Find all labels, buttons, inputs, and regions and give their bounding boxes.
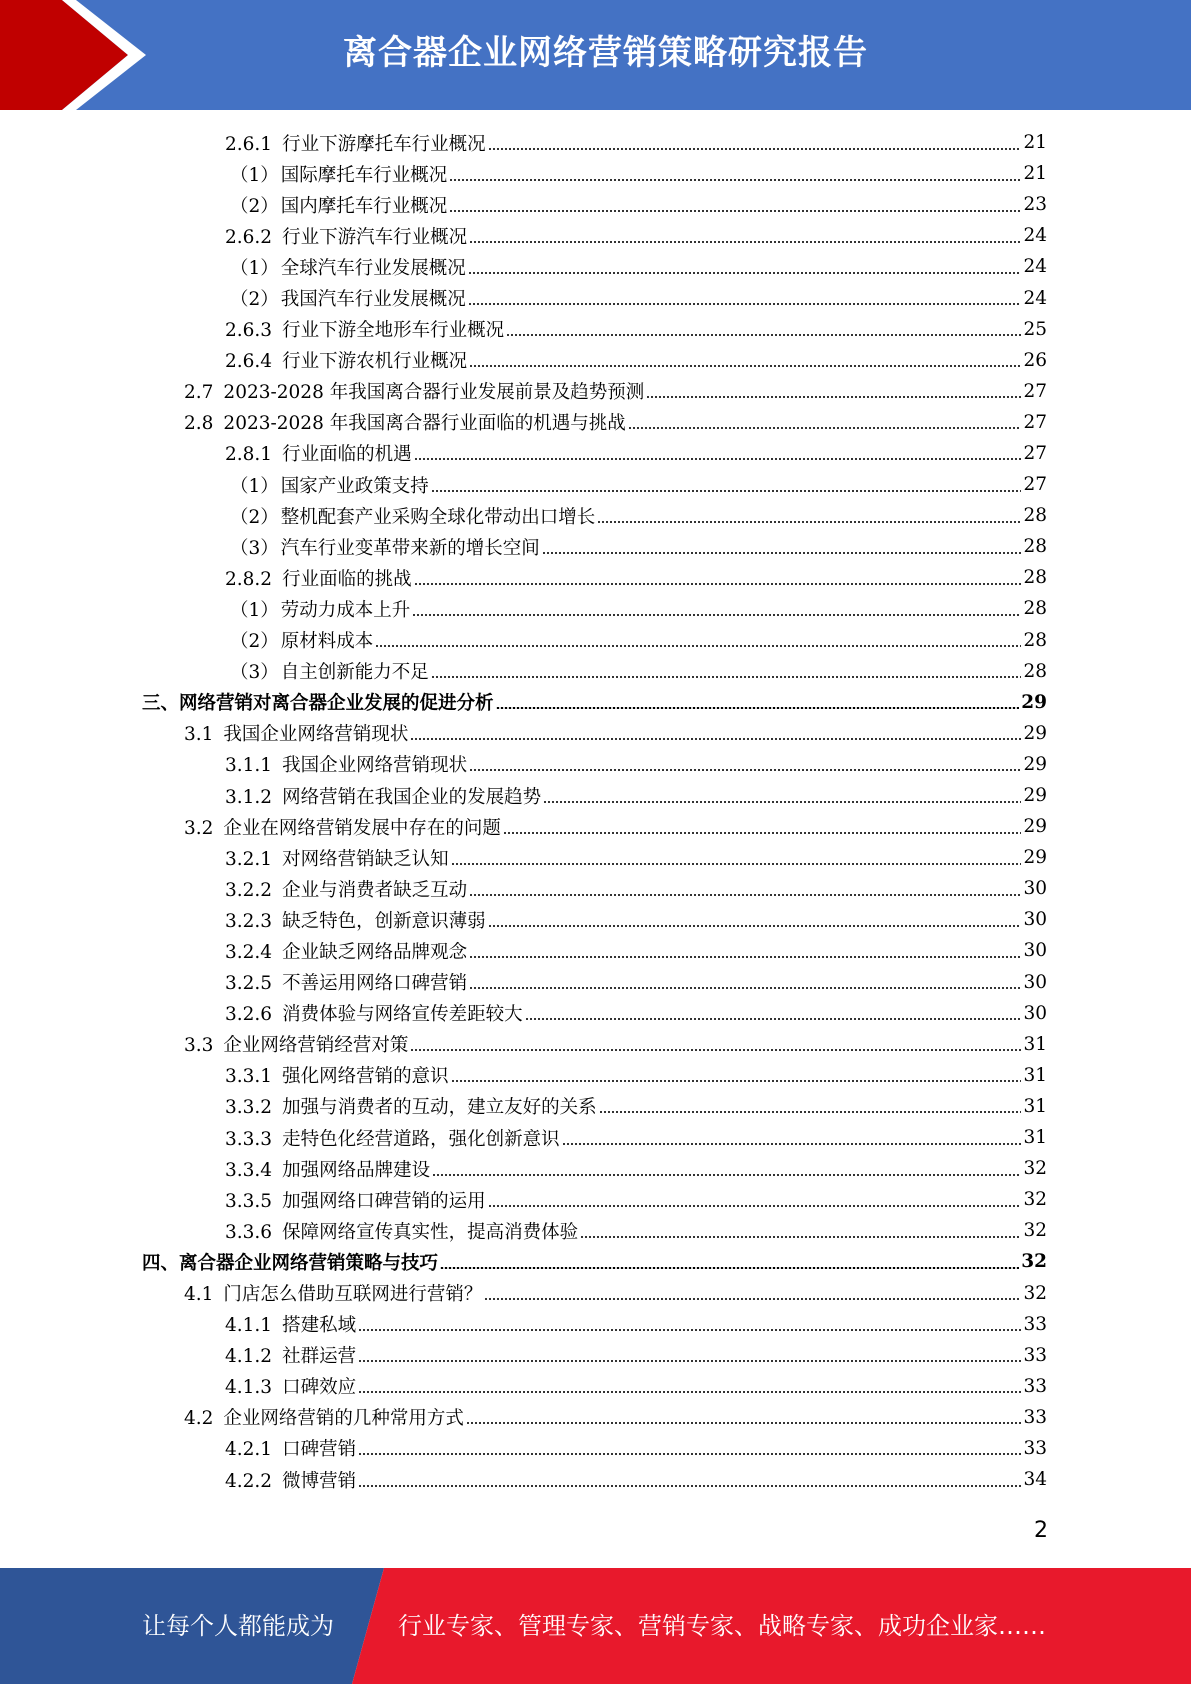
toc-entry[interactable] bbox=[0, 1402, 1191, 1433]
toc-entry-text: 口碑营销 bbox=[282, 1439, 357, 1461]
toc-entry-text: 企业网络营销经营对策 bbox=[223, 1035, 409, 1057]
toc-entry-page: 26 bbox=[1023, 349, 1047, 371]
toc-entry[interactable] bbox=[0, 1184, 1191, 1215]
toc-entry-number: 3.1.1 bbox=[225, 755, 273, 777]
toc-entry-title bbox=[184, 814, 501, 840]
toc-entry-page: 32 bbox=[1023, 1282, 1047, 1304]
toc-dot-leader bbox=[358, 1453, 1021, 1455]
toc-entry[interactable] bbox=[0, 935, 1191, 966]
toc-entry-title bbox=[230, 627, 373, 653]
toc-entry-page: 31 bbox=[1023, 1127, 1047, 1149]
page-footer bbox=[0, 1568, 1191, 1684]
toc-entry-text: 离合器企业网络营销策略与技巧 bbox=[179, 1252, 439, 1274]
toc-entry-text: 搭建私域 bbox=[282, 1315, 357, 1337]
toc-dot-leader bbox=[358, 1360, 1021, 1362]
toc-entry-title bbox=[225, 1156, 430, 1182]
toc-entry[interactable] bbox=[0, 1215, 1191, 1246]
toc-entry-title bbox=[225, 938, 467, 964]
toc-entry-title bbox=[225, 223, 467, 249]
toc-entry-page: 33 bbox=[1023, 1344, 1047, 1366]
toc-entry[interactable] bbox=[0, 749, 1191, 780]
toc-entry-text: 行业面临的机遇 bbox=[282, 444, 412, 466]
toc-entry-text: 走特色化经营道路，强化创新意识 bbox=[282, 1128, 560, 1150]
toc-entry-number: 2.6.3 bbox=[225, 320, 273, 342]
toc-entry-page: 32 bbox=[1023, 1158, 1047, 1180]
toc-entry-page: 33 bbox=[1023, 1437, 1047, 1459]
toc-entry-number: 3.3.3 bbox=[225, 1128, 273, 1150]
toc-dot-leader bbox=[469, 956, 1021, 958]
toc-entry-title bbox=[225, 1435, 356, 1461]
toc-entry-title bbox=[225, 1218, 578, 1244]
toc-entry-text: 国家产业政策支持 bbox=[280, 475, 429, 497]
toc-dot-leader bbox=[488, 148, 1022, 150]
toc-entry-page: 27 bbox=[1023, 380, 1047, 402]
toc-entry[interactable] bbox=[0, 1340, 1191, 1371]
toc-entry[interactable] bbox=[0, 127, 1191, 158]
toc-entry[interactable] bbox=[0, 1246, 1191, 1277]
toc-entry-number: 2.6.4 bbox=[225, 351, 273, 373]
toc-entry-number: 3.2.3 bbox=[225, 910, 273, 932]
toc-entry-title bbox=[230, 254, 466, 280]
toc-entry-page: 28 bbox=[1023, 567, 1047, 589]
toc-entry[interactable] bbox=[0, 189, 1191, 220]
toc-entry[interactable] bbox=[0, 1060, 1191, 1091]
toc-entry[interactable] bbox=[0, 625, 1191, 656]
toc-dot-leader bbox=[468, 272, 1022, 274]
toc-entry-number: 2.8 bbox=[184, 413, 214, 435]
toc-entry-text: 口碑效应 bbox=[282, 1377, 357, 1399]
toc-entry-page: 27 bbox=[1023, 411, 1047, 433]
toc-entry[interactable] bbox=[0, 811, 1191, 842]
toc-dot-leader bbox=[432, 1174, 1021, 1176]
toc-entry-title bbox=[225, 1187, 486, 1213]
toc-entry-title bbox=[225, 316, 504, 342]
toc-entry[interactable] bbox=[0, 687, 1191, 718]
toc-entry-number: 3.3 bbox=[184, 1035, 214, 1057]
toc-dot-leader bbox=[580, 1236, 1021, 1238]
toc-entry-page: 29 bbox=[1023, 785, 1047, 807]
toc-dot-leader bbox=[451, 863, 1022, 865]
toc-entry-text: 企业缺乏网络品牌观念 bbox=[282, 941, 468, 963]
toc-entry-number: 3.2.4 bbox=[225, 941, 273, 963]
toc-entry-number: （2） bbox=[230, 506, 279, 528]
toc-dot-leader bbox=[542, 552, 1022, 554]
toc-entry-page: 31 bbox=[1023, 1095, 1047, 1117]
toc-entry-text: 对网络营销缺乏认知 bbox=[282, 848, 449, 870]
toc-entry[interactable] bbox=[0, 220, 1191, 251]
toc-entry[interactable] bbox=[0, 562, 1191, 593]
page-number: 2 bbox=[1034, 1518, 1048, 1543]
toc-entry-title bbox=[225, 1000, 523, 1026]
toc-dot-leader bbox=[496, 707, 1020, 709]
toc-entry-title bbox=[184, 409, 626, 435]
toc-dot-leader bbox=[506, 334, 1021, 336]
toc-entry-title bbox=[225, 969, 467, 995]
toc-entry[interactable] bbox=[0, 407, 1191, 438]
toc-entry[interactable] bbox=[0, 1091, 1191, 1122]
toc-dot-leader bbox=[469, 987, 1021, 989]
toc-entry[interactable] bbox=[0, 251, 1191, 282]
toc-entry-title bbox=[230, 192, 447, 218]
toc-entry-text: 我国企业网络营销现状 bbox=[282, 755, 468, 777]
toc-entry-title bbox=[230, 503, 595, 529]
toc-entry-number: 3.3.1 bbox=[225, 1066, 273, 1088]
toc-entry-page: 28 bbox=[1023, 505, 1047, 527]
toc-entry[interactable] bbox=[0, 1433, 1191, 1464]
toc-dot-leader bbox=[597, 521, 1021, 523]
toc-entry-text: 缺乏特色，创新意识薄弱 bbox=[282, 910, 486, 932]
toc-entry-text: 我国汽车行业发展概况 bbox=[280, 289, 466, 311]
toc-entry-text: 微博营销 bbox=[282, 1470, 357, 1492]
toc-entry-title bbox=[225, 130, 486, 156]
toc-entry-title bbox=[225, 440, 412, 466]
toc-entry-number: （2） bbox=[230, 195, 279, 217]
toc-entry-text: 强化网络营销的意识 bbox=[282, 1066, 449, 1088]
toc-dot-leader bbox=[410, 1049, 1021, 1051]
toc-entry-title bbox=[230, 534, 540, 560]
toc-entry-page: 27 bbox=[1023, 442, 1047, 464]
toc-entry-title bbox=[230, 658, 429, 684]
toc-dot-leader bbox=[431, 490, 1022, 492]
footer-slogan-left: 让每个人都能成为 bbox=[142, 1612, 334, 1640]
toc-entry-text: 企业在网络营销发展中存在的问题 bbox=[223, 817, 501, 839]
toc-dot-leader bbox=[628, 427, 1022, 429]
toc-entry[interactable] bbox=[0, 1309, 1191, 1340]
toc-entry-title bbox=[225, 1467, 356, 1493]
toc-entry[interactable] bbox=[0, 842, 1191, 873]
toc-entry-page: 30 bbox=[1023, 909, 1047, 931]
toc-entry-page: 27 bbox=[1023, 474, 1047, 496]
toc-entry-page: 30 bbox=[1023, 971, 1047, 993]
toc-entry-page: 28 bbox=[1023, 598, 1047, 620]
toc-entry-page: 33 bbox=[1023, 1375, 1047, 1397]
toc-dot-leader bbox=[488, 1205, 1022, 1207]
toc-entry[interactable] bbox=[0, 1153, 1191, 1184]
toc-entry-number: 2.6.1 bbox=[225, 133, 273, 155]
toc-entry-title bbox=[184, 1280, 482, 1306]
toc-entry-title bbox=[184, 720, 408, 746]
toc-entry[interactable] bbox=[0, 469, 1191, 500]
toc-entry[interactable] bbox=[0, 593, 1191, 624]
toc-entry-number: 4.1 bbox=[184, 1284, 214, 1306]
toc-dot-leader bbox=[599, 1111, 1022, 1113]
toc-entry[interactable] bbox=[0, 998, 1191, 1029]
toc-entry-number: （1） bbox=[230, 257, 279, 279]
toc-entry[interactable] bbox=[0, 314, 1191, 345]
toc-entry-number: 4.2 bbox=[184, 1408, 214, 1430]
toc-entry-number: 3.1 bbox=[184, 724, 214, 746]
toc-dot-leader bbox=[469, 241, 1021, 243]
toc-entry-text: 企业网络营销的几种常用方式 bbox=[223, 1408, 464, 1430]
toc-entry-text: 行业下游汽车行业概况 bbox=[282, 226, 468, 248]
page-header bbox=[0, 0, 1191, 110]
toc-entry-page: 28 bbox=[1023, 660, 1047, 682]
toc-entry-page: 31 bbox=[1023, 1064, 1047, 1086]
toc-entry[interactable] bbox=[0, 873, 1191, 904]
toc-entry-title bbox=[225, 907, 486, 933]
toc-dot-leader bbox=[375, 645, 1021, 647]
toc-entry-page: 32 bbox=[1021, 1251, 1047, 1273]
toc-entry-page: 21 bbox=[1023, 132, 1047, 154]
toc-dot-leader bbox=[469, 894, 1021, 896]
toc-dot-leader bbox=[503, 832, 1022, 834]
toc-entry-page: 24 bbox=[1023, 256, 1047, 278]
toc-entry-page: 33 bbox=[1023, 1406, 1047, 1428]
toc-entry-page: 31 bbox=[1023, 1033, 1047, 1055]
toc-entry-title bbox=[184, 1031, 408, 1057]
toc-entry-title bbox=[225, 1062, 449, 1088]
toc-entry-title bbox=[184, 1404, 464, 1430]
toc-entry-number: 3.3.2 bbox=[225, 1097, 273, 1119]
toc-entry-text: 加强网络品牌建设 bbox=[282, 1159, 431, 1181]
toc-entry[interactable] bbox=[0, 1029, 1191, 1060]
toc-entry-text: 行业面临的挑战 bbox=[282, 568, 412, 590]
toc-entry[interactable] bbox=[0, 718, 1191, 749]
toc-entry-text: 不善运用网络口碑营销 bbox=[282, 973, 468, 995]
toc-entry[interactable] bbox=[0, 158, 1191, 189]
toc-entry-text: 行业下游全地形车行业概况 bbox=[282, 320, 505, 342]
toc-entry-title bbox=[142, 1249, 438, 1275]
toc-entry[interactable] bbox=[0, 1277, 1191, 1308]
toc-entry-number: 三、 bbox=[142, 693, 180, 715]
toc-entry-text: 原材料成本 bbox=[280, 631, 374, 653]
toc-dot-leader bbox=[468, 303, 1022, 305]
toc-entry[interactable] bbox=[0, 1122, 1191, 1153]
toc-entry-number: 3.3.5 bbox=[225, 1190, 273, 1212]
toc-entry-page: 29 bbox=[1023, 722, 1047, 744]
toc-entry-number: （1） bbox=[230, 475, 279, 497]
toc-dot-leader bbox=[431, 676, 1022, 678]
toc-entry-page: 30 bbox=[1023, 878, 1047, 900]
toc-dot-leader bbox=[410, 738, 1021, 740]
toc-entry-title bbox=[142, 689, 494, 715]
toc-entry-number: 4.2.2 bbox=[225, 1470, 273, 1492]
toc-entry[interactable] bbox=[0, 780, 1191, 811]
toc-entry-number: （3） bbox=[230, 537, 279, 559]
toc-dot-leader bbox=[449, 179, 1021, 181]
toc-entry-page: 28 bbox=[1023, 536, 1047, 558]
toc-entry-title bbox=[225, 783, 541, 809]
toc-entry-title bbox=[184, 378, 644, 404]
toc-dot-leader bbox=[646, 396, 1021, 398]
toc-entry-page: 25 bbox=[1023, 318, 1047, 340]
toc-entry[interactable] bbox=[0, 438, 1191, 469]
toc-entry-title bbox=[225, 1125, 560, 1151]
toc-dot-leader bbox=[412, 614, 1021, 616]
toc-entry[interactable] bbox=[0, 904, 1191, 935]
toc-dot-leader bbox=[414, 458, 1022, 460]
toc-entry[interactable] bbox=[0, 376, 1191, 407]
toc-entry-title bbox=[230, 596, 410, 622]
toc-dot-leader bbox=[525, 1018, 1022, 1020]
toc-dot-leader bbox=[469, 769, 1021, 771]
toc-dot-leader bbox=[469, 365, 1021, 367]
toc-entry-title bbox=[225, 1342, 356, 1368]
toc-entry-page: 30 bbox=[1023, 940, 1047, 962]
toc-entry-page: 32 bbox=[1023, 1220, 1047, 1242]
toc-entry-title bbox=[225, 1093, 597, 1119]
toc-entry-text: 社群运营 bbox=[282, 1346, 357, 1368]
toc-dot-leader bbox=[440, 1267, 1019, 1269]
toc-entry-number: 2.8.1 bbox=[225, 444, 273, 466]
toc-entry-number: 3.2.2 bbox=[225, 879, 273, 901]
toc-dot-leader bbox=[358, 1329, 1021, 1331]
toc-dot-leader bbox=[562, 1143, 1022, 1145]
toc-entry-page: 29 bbox=[1023, 816, 1047, 838]
toc-entry-title bbox=[225, 876, 467, 902]
toc-entry[interactable] bbox=[0, 967, 1191, 998]
toc-entry-title bbox=[225, 845, 449, 871]
toc-entry-number: 4.2.1 bbox=[225, 1439, 273, 1461]
toc-entry[interactable] bbox=[0, 282, 1191, 313]
toc-entry-page: 23 bbox=[1023, 194, 1047, 216]
toc-entry[interactable] bbox=[0, 1464, 1191, 1495]
toc-entry-text: 行业下游农机行业概况 bbox=[282, 351, 468, 373]
toc-entry-title bbox=[225, 751, 467, 777]
toc-entry[interactable] bbox=[0, 345, 1191, 376]
toc-entry-number: （2） bbox=[230, 289, 279, 311]
toc-entry-text: 网络营销在我国企业的发展趋势 bbox=[282, 786, 542, 808]
toc-entry-text: 自主创新能力不足 bbox=[280, 662, 429, 684]
toc-dot-leader bbox=[451, 1080, 1022, 1082]
toc-dot-leader bbox=[488, 925, 1022, 927]
toc-entry[interactable] bbox=[0, 500, 1191, 531]
toc-entry-page: 29 bbox=[1023, 753, 1047, 775]
toc-dot-leader bbox=[449, 210, 1021, 212]
toc-entry-text: 行业下游摩托车行业概况 bbox=[282, 133, 486, 155]
toc-entry-page: 21 bbox=[1023, 163, 1047, 185]
toc-entry-page: 29 bbox=[1023, 847, 1047, 869]
toc-entry-text: 保障网络宣传真实性，提高消费体验 bbox=[282, 1221, 579, 1243]
toc-entry-title bbox=[225, 347, 467, 373]
toc-entry-text: 2023-2028 年我国离合器行业发展前景及趋势预测 bbox=[223, 382, 645, 404]
toc-entry-text: 加强与消费者的互动，建立友好的关系 bbox=[282, 1097, 597, 1119]
toc-entry-page: 24 bbox=[1023, 287, 1047, 309]
toc-entry-number: （1） bbox=[230, 599, 279, 621]
toc-entry-title bbox=[230, 285, 466, 311]
toc-entry[interactable] bbox=[0, 1371, 1191, 1402]
toc-entry-number: 2.8.2 bbox=[225, 568, 273, 590]
toc-entry-number: 四、 bbox=[142, 1252, 180, 1274]
toc-entry-number: 4.1.1 bbox=[225, 1315, 273, 1337]
toc-entry-text: 消费体验与网络宣传差距较大 bbox=[282, 1004, 523, 1026]
toc-entry-number: 2.7 bbox=[184, 382, 214, 404]
toc-entry-text: 整机配套产业采购全球化带动出口增长 bbox=[280, 506, 596, 528]
toc-entry-text: 我国企业网络营销现状 bbox=[223, 724, 409, 746]
header-title: 离合器企业网络营销策略研究报告 bbox=[343, 33, 868, 73]
toc-entry-title bbox=[230, 161, 447, 187]
toc-entry-text: 2023-2028 年我国离合器行业面临的机遇与挑战 bbox=[223, 413, 626, 435]
toc-entry-number: 3.3.6 bbox=[225, 1221, 273, 1243]
toc-entry-page: 29 bbox=[1021, 691, 1047, 713]
toc-entry-page: 24 bbox=[1023, 225, 1047, 247]
toc-entry-text: 国际摩托车行业概况 bbox=[280, 164, 448, 186]
toc-entry-number: 3.3.4 bbox=[225, 1159, 273, 1181]
toc-entry-number: （2） bbox=[230, 631, 279, 653]
toc-dot-leader bbox=[543, 801, 1021, 803]
toc-entry-page: 30 bbox=[1023, 1002, 1047, 1024]
toc-entry-text: 国内摩托车行业概况 bbox=[280, 195, 448, 217]
toc-entry-number: （3） bbox=[230, 662, 279, 684]
toc-entry-text: 汽车行业变革带来新的增长空间 bbox=[280, 537, 540, 559]
table-of-contents bbox=[0, 127, 1191, 1495]
toc-entry-text: 网络营销对离合器企业发展的促进分析 bbox=[179, 693, 494, 715]
toc-entry[interactable] bbox=[0, 531, 1191, 562]
toc-entry-title bbox=[230, 472, 429, 498]
toc-dot-leader bbox=[414, 583, 1022, 585]
toc-entry-text: 企业与消费者缺乏互动 bbox=[282, 879, 468, 901]
toc-dot-leader bbox=[358, 1391, 1021, 1393]
toc-dot-leader bbox=[358, 1485, 1021, 1487]
toc-entry[interactable] bbox=[0, 656, 1191, 687]
toc-entry-page: 34 bbox=[1023, 1469, 1047, 1491]
toc-entry-number: 3.2.6 bbox=[225, 1004, 273, 1026]
toc-entry-text: 全球汽车行业发展概况 bbox=[280, 257, 466, 279]
toc-entry-page: 28 bbox=[1023, 629, 1047, 651]
toc-entry-number: 4.1.3 bbox=[225, 1377, 273, 1399]
toc-dot-leader bbox=[466, 1422, 1022, 1424]
footer-slogan-right: 行业专家、管理专家、营销专家、战略专家、成功企业家…… bbox=[398, 1612, 1046, 1640]
toc-dot-leader bbox=[484, 1298, 1021, 1300]
toc-entry-title bbox=[225, 1373, 356, 1399]
toc-entry-text: 门店怎么借助互联网进行营销？ bbox=[223, 1284, 483, 1306]
toc-entry-number: 4.1.2 bbox=[225, 1346, 273, 1368]
toc-entry-number: 3.2 bbox=[184, 817, 214, 839]
toc-entry-title bbox=[225, 565, 412, 591]
toc-entry-number: 3.2.1 bbox=[225, 848, 273, 870]
toc-entry-number: 3.1.2 bbox=[225, 786, 273, 808]
toc-entry-title bbox=[225, 1311, 356, 1337]
toc-entry-page: 33 bbox=[1023, 1313, 1047, 1335]
toc-entry-number: 2.6.2 bbox=[225, 226, 273, 248]
toc-entry-text: 劳动力成本上升 bbox=[280, 599, 411, 621]
toc-entry-page: 32 bbox=[1023, 1189, 1047, 1211]
toc-entry-number: （1） bbox=[230, 164, 279, 186]
toc-entry-number: 3.2.5 bbox=[225, 973, 273, 995]
toc-entry-text: 加强网络口碑营销的运用 bbox=[282, 1190, 486, 1212]
